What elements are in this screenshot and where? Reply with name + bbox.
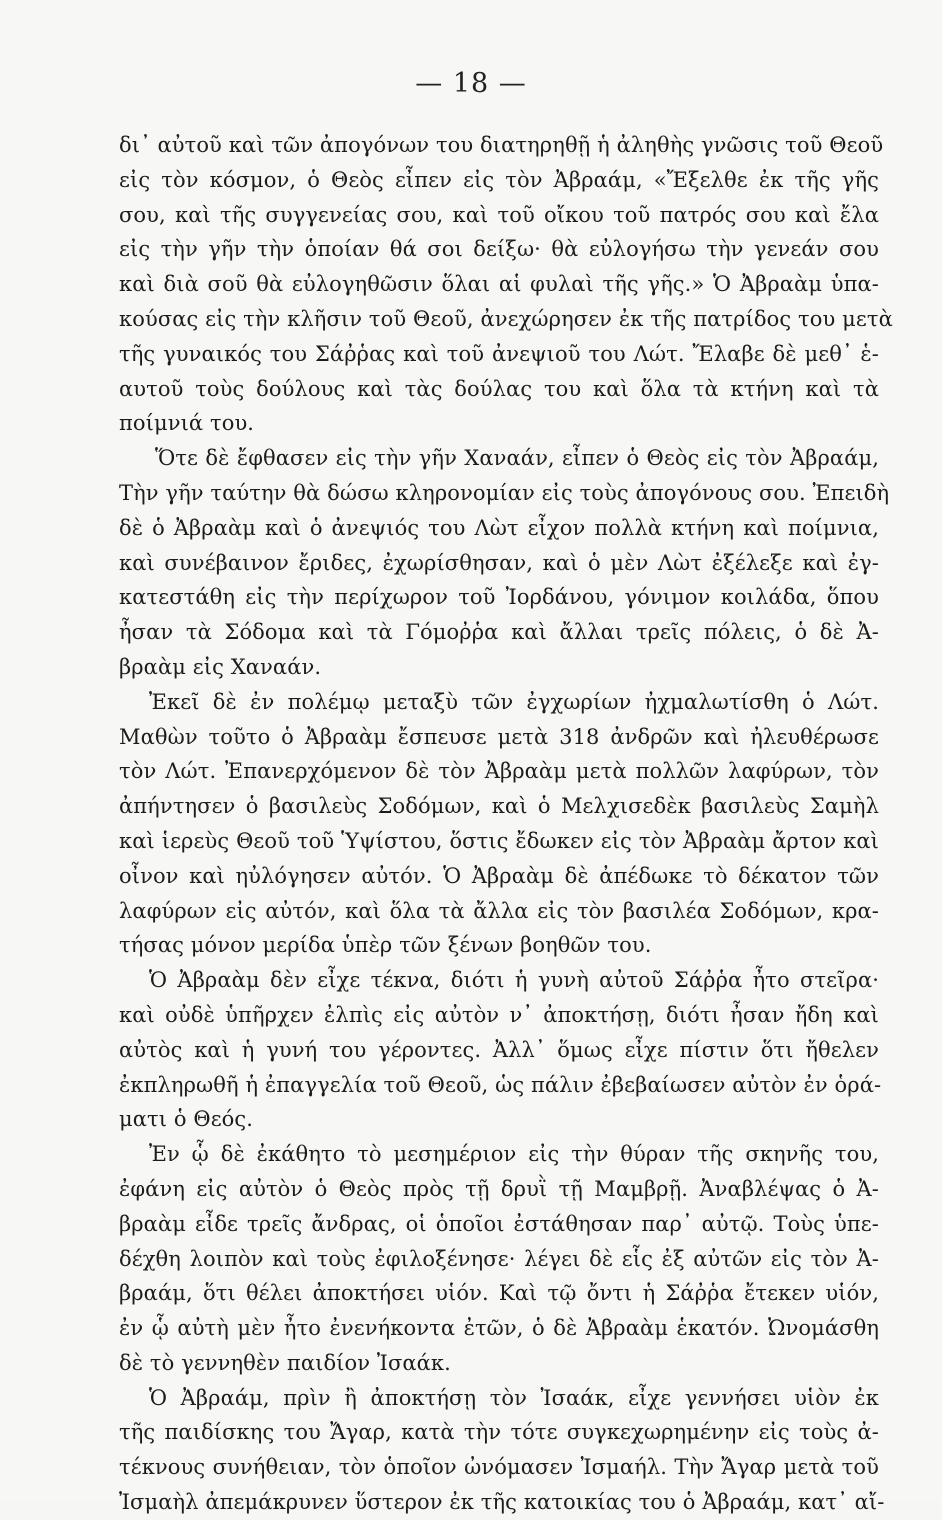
text-line: ἐν ᾧ αὐτὴ μὲν ἦτο ἐνενήκοντα ἐτῶν, ὁ δὲ Ἀβραὰμ ἑκατόν. Ὠνομάσθη xyxy=(119,1316,879,1341)
text-line: ποίμνιά του. xyxy=(119,411,255,436)
text-line: ἐκπληρωθῆ ἡ ἐπαγγελία τοῦ Θεοῦ, ὡς πάλιν ἐβεβαίωσεν αὐτὸν ἐν ὁρά- xyxy=(119,1072,882,1097)
text-line: οἶνον καὶ ηὐλόγησεν αὐτόν. Ὁ Ἀβραὰμ δὲ ἀπέδωκε τὸ δέκατον τῶν xyxy=(119,863,879,888)
text-line: βραάμ, ὅτι θέλει ἀποκτήσει υἱόν. Καὶ τῷ ὄντι ἡ Σάῤῥα ἔτεκεν υἱόν, xyxy=(119,1281,879,1306)
text-line: δέχθη λοιπὸν καὶ τοὺς ἐφιλοξένησε· λέγει δὲ εἷς ἐξ αὐτῶν εἰς τὸν Ἀ- xyxy=(119,1246,879,1271)
text-line: καὶ συνέβαινον ἔριδες, ἐχωρίσθησαν, καὶ ὁ μὲν Λὼτ ἐξέλεξε καὶ ἐγ- xyxy=(119,550,879,575)
text-line: Ὅτε δὲ ἔφθασεν εἰς τὴν γῆν Χαναάν, εἶπεν ὁ Θεὸς εἰς τὸν Ἀβραάμ, xyxy=(155,446,879,471)
text-line: Ὁ Ἀβραάμ, πρὶν ἢ ἀποκτήσῃ τὸν Ἰσαάκ, εἶχε γεννήσει υἱὸν ἐκ xyxy=(149,1385,879,1410)
text-line: τέκνους συνήθειαν, τὸν ὁποῖον ὠνόμασεν Ἰσμαήλ. Τὴν Ἄγαρ μετὰ τοῦ xyxy=(119,1455,879,1480)
text-line: εἰς τὴν γῆν τὴν ὁποίαν θά σοι δείξω· θὰ εὐλογήσω τὴν γενεάν σου xyxy=(119,237,879,262)
text-line: Ἐν ᾧ δὲ ἐκάθητο τὸ μεσημέριον εἰς τὴν θύραν τῆς σκηνῆς του, xyxy=(149,1142,879,1167)
text-line: τὸν Λώτ. Ἐπανερχόμενον δὲ τὸν Ἀβραὰμ μετὰ πολλῶν λαφύρων, τὸν xyxy=(119,759,879,784)
text-line: Ὁ Ἀβραὰμ δὲν εἶχε τέκνα, διότι ἡ γυνὴ αὐτοῦ Σάῤῥα ἦτο στεῖρα· xyxy=(149,968,879,993)
text-line: εἰς τὸν κόσμον, ὁ Θεὸς εἶπεν εἰς τὸν Ἀβραάμ, «Ἔξελθε ἐκ τῆς γῆς xyxy=(119,167,879,192)
text-line: Μαθὼν τοῦτο ὁ Ἀβραὰμ ἔσπευσε μετὰ 318 ἀνδρῶν καὶ ἠλευθέρωσε xyxy=(119,724,879,749)
text-line: τῆς παιδίσκης του Ἄγαρ, κατὰ τὴν τότε συγκεχωρημένην εἰς τοὺς ἀ- xyxy=(119,1420,879,1445)
text-line: δὲ τὸ γεννηθὲν παιδίον Ἰσαάκ. xyxy=(119,1350,451,1375)
page-number: — 18 — xyxy=(415,68,527,99)
text-line: δι᾿ αὐτοῦ καὶ τῶν ἀπογόνων του διατηρηθῇ ἡ ἀληθὴς γνῶσις τοῦ Θεοῦ xyxy=(119,133,884,157)
text-line: Ἰσμαὴλ ἀπεμάκρυνεν ὕστερον ἐκ τῆς κατοικίας του ὁ Ἀβραάμ, κατ᾿ αἴ- xyxy=(119,1490,885,1515)
text-line: καὶ οὐδὲ ὑπῆρχεν ἐλπὶς εἰς αὐτὸν ν᾿ ἀποκτήσῃ, διότι ἦσαν ἤδη καὶ xyxy=(119,1002,879,1027)
text-line: λαφύρων εἰς αὐτόν, καὶ ὅλα τὰ ἄλλα εἰς τὸν βασιλέα Σοδόμων, κρα- xyxy=(119,898,879,923)
text-line: Τὴν γῆν ταύτην θὰ δώσω κληρονομίαν εἰς τοὺς ἀπογόνους σου. Ἐπειδὴ xyxy=(119,480,890,505)
text-line: δὲ ὁ Ἀβραὰμ καὶ ὁ ἀνεψιός του Λὼτ εἶχον πολλὰ κτήνη καὶ ποίμνια, xyxy=(119,515,879,540)
text-line: βραὰμ εἶδε τρεῖς ἄνδρας, οἱ ὁποῖοι ἐστάθησαν παρ᾿ αὐτῷ. Τοὺς ὑπε- xyxy=(119,1211,879,1236)
text-line: κούσας εἰς τὴν κλῆσιν τοῦ Θεοῦ, ἀνεχώρησεν ἐκ τῆς πατρίδος του μετὰ xyxy=(119,306,893,331)
text-line: καὶ ἱερεὺς Θεοῦ τοῦ Ὑψίστου, ὅστις ἔδωκεν εἰς τὸν Ἀβραὰμ ἄρτον καὶ xyxy=(119,828,879,853)
text-line: ἦσαν τὰ Σόδομα καὶ τὰ Γόμοῤῥα καὶ ἄλλαι τρεῖς πόλεις, ὁ δὲ Ἀ- xyxy=(119,620,879,645)
text-line: ματι ὁ Θεός. xyxy=(119,1107,254,1132)
text-line: τῆς γυναικός του Σάῤῥας καὶ τοῦ ἀνεψιοῦ του Λώτ. Ἔλαβε δὲ μεθ᾿ ἑ- xyxy=(119,341,879,366)
text-line: ἀπήντησεν ὁ βασιλεὺς Σοδόμων, καὶ ὁ Μελχισεδὲκ βασιλεὺς Σαμὴλ xyxy=(119,794,879,819)
text-line: αυτοῦ τοὺς δούλους καὶ τὰς δούλας του καὶ ὅλα τὰ κτήνη καὶ τὰ xyxy=(119,376,879,401)
text-line: κατεστάθη εἰς τὴν περίχωρον τοῦ Ἰορδάνου, γόνιμον κοιλάδα, ὅπου xyxy=(119,585,879,610)
body-text xyxy=(119,128,893,1520)
text-line: βραὰμ εἰς Χαναάν. xyxy=(119,654,322,679)
text-line: σου, καὶ τῆς συγγενείας σου, καὶ τοῦ οἴκου τοῦ πατρός σου καὶ ἔλα xyxy=(119,202,879,227)
text-line: αὐτὸς καὶ ἡ γυνή του γέροντες. Ἀλλ᾿ ὅμως εἶχε πίστιν ὅτι ἤθελεν xyxy=(119,1037,879,1062)
text-line: καὶ διὰ σοῦ θὰ εὐλογηθῶσιν ὅλαι αἱ φυλαὶ τῆς γῆς.» Ὁ Ἀβραὰμ ὑπα- xyxy=(119,272,879,297)
text-line: τήσας μόνον μερίδα ὑπὲρ τῶν ξένων βοηθῶν του. xyxy=(119,933,652,958)
text-line: Ἐκεῖ δὲ ἐν πολέμῳ μεταξὺ τῶν ἐγχωρίων ἠχμαλωτίσθη ὁ Λώτ. xyxy=(149,689,879,714)
text-line: ἐφάνη εἰς αὐτὸν ὁ Θεὸς πρὸς τῇ δρυῒ τῇ Μαμβρῇ. Ἀναβλέψας ὁ Ἀ- xyxy=(119,1176,879,1201)
